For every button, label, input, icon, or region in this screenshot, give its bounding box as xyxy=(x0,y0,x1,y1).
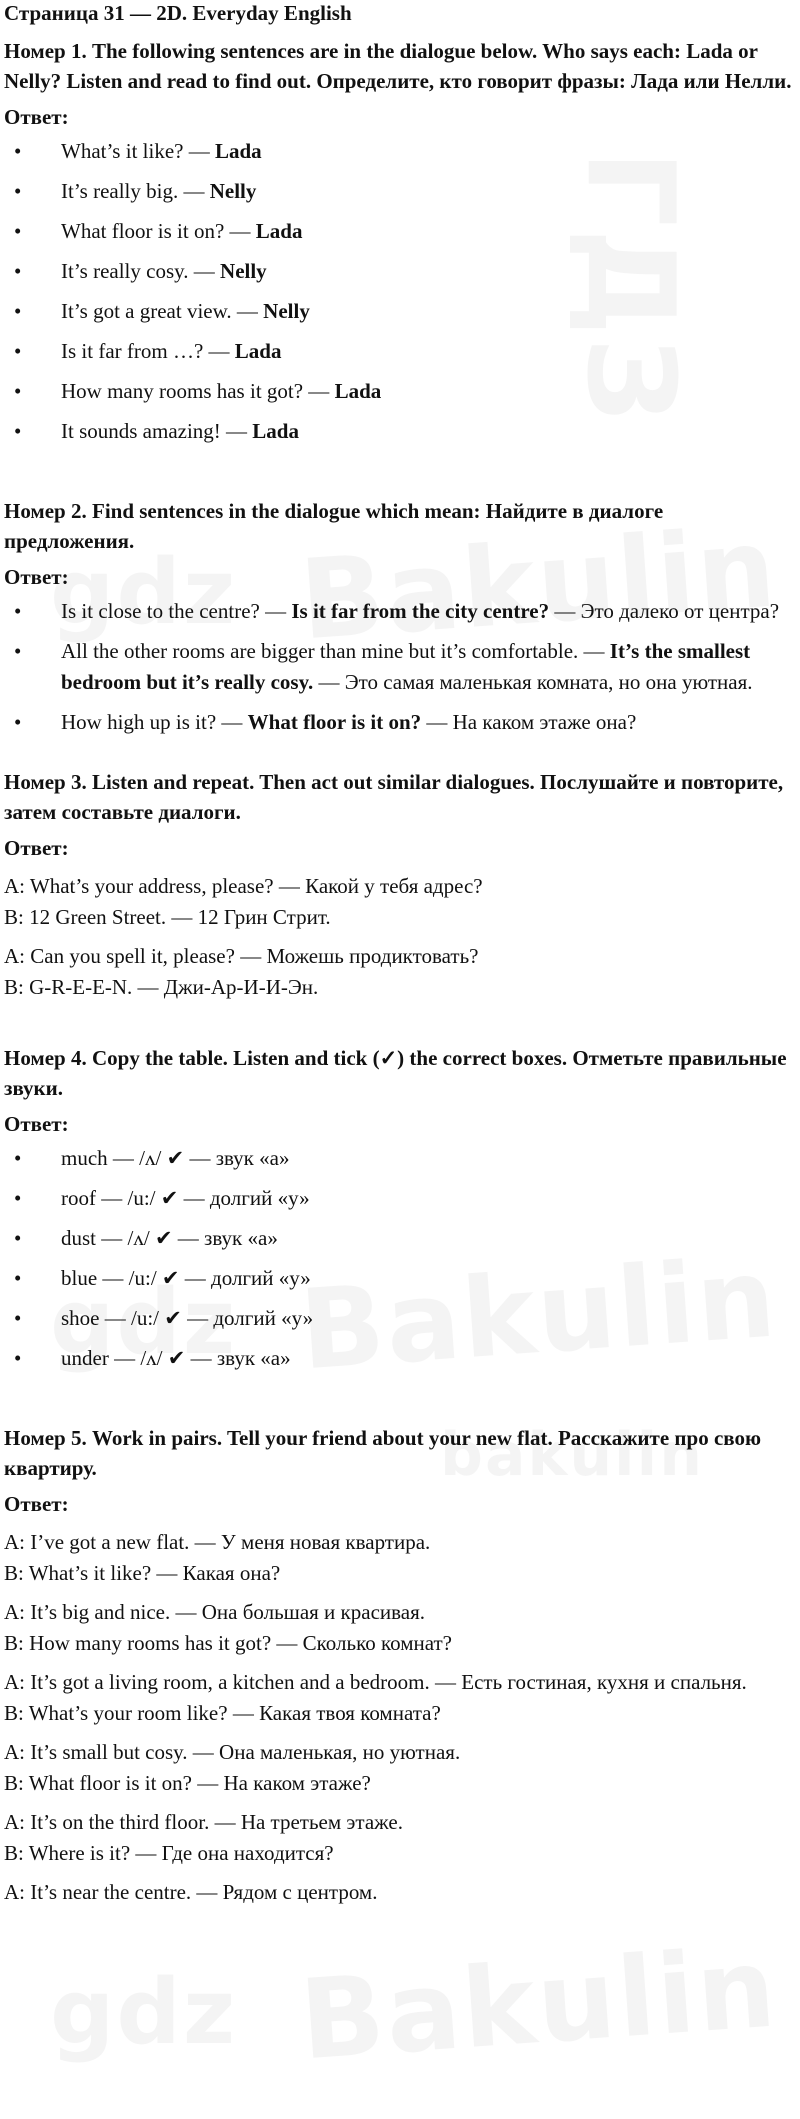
item-sound: — долгий «у» xyxy=(179,1266,311,1290)
exercise-2-list xyxy=(4,596,796,738)
bullet: • xyxy=(14,1346,22,1370)
dialogue-line: B: G-R-E-E-N. — Джи-Ар-И-И-Эн. xyxy=(4,975,319,999)
list-item xyxy=(4,1223,796,1254)
item-sound: — звук «а» xyxy=(172,1226,278,1250)
list-item xyxy=(4,1303,796,1334)
list-item xyxy=(4,596,796,627)
list-item xyxy=(4,296,796,327)
dialogue-block xyxy=(4,1737,796,1799)
item-word: much — /ʌ/ xyxy=(61,1146,167,1170)
item-word: roof — /u:/ xyxy=(61,1186,161,1210)
bullet: • xyxy=(14,339,22,363)
item-answer: Is it far from the city centre? xyxy=(291,599,550,623)
exercise-5 xyxy=(4,1423,796,1908)
exercise-2-title: Номер 2. Find sentences in the dialogue which mean: Найдите в диалоге предложения. xyxy=(4,499,664,553)
list-item xyxy=(4,707,796,738)
dialogue-line: B: 12 Green Street. — 12 Грин Стрит. xyxy=(4,905,331,929)
item-text: It sounds amazing! — xyxy=(61,419,253,443)
item-speaker: Lada xyxy=(255,219,303,243)
list-item xyxy=(4,1343,796,1374)
exercise-3 xyxy=(4,767,796,1003)
exercise-4 xyxy=(4,1043,796,1374)
item-text: Is it close to the centre? — xyxy=(61,599,292,623)
check-icon: ✔ xyxy=(166,1146,185,1170)
item-answer: It’s the smallest bedroom but it’s really cosy. xyxy=(61,639,751,694)
item-text: What floor is it on? — xyxy=(61,219,256,243)
check-icon: ✔ xyxy=(160,1186,179,1210)
item-word: shoe — /u:/ xyxy=(61,1306,165,1330)
item-text: All the other rooms are bigger than mine but it’s comfortable. — xyxy=(61,639,610,663)
list-item xyxy=(4,1263,796,1294)
dialogue-block xyxy=(4,1527,796,1589)
dialogue-block xyxy=(4,1807,796,1869)
bullet: • xyxy=(14,1226,22,1250)
bullet: • xyxy=(14,299,22,323)
check-icon: ✔ xyxy=(154,1226,173,1250)
item-text: Is it far from …? — xyxy=(61,339,235,363)
item-sound: — долгий «у» xyxy=(178,1186,310,1210)
bullet: • xyxy=(14,179,22,203)
list-item xyxy=(4,216,796,247)
dialogue-line: B: What floor is it on? — На каком этаже? xyxy=(4,1771,371,1795)
list-item xyxy=(4,256,796,287)
bullet: • xyxy=(14,259,22,283)
bullet: • xyxy=(14,1146,22,1170)
item-text: It’s really cosy. — xyxy=(61,259,221,283)
dialogue-line: A: It’s big and nice. — Она большая и красивая. xyxy=(4,1600,425,1624)
bullet: • xyxy=(14,219,22,243)
item-word: blue — /u:/ xyxy=(61,1266,162,1290)
exercise-1-list xyxy=(4,136,796,447)
dialogue-line: B: What’s it like? — Какая она? xyxy=(4,1561,281,1585)
dialogue-line: A: It’s small but cosy. — Она маленькая, но уютная. xyxy=(4,1740,461,1764)
list-item xyxy=(4,416,796,447)
item-translation: — На каком этаже она? xyxy=(421,710,637,734)
item-translation: — Это далеко от центра? xyxy=(549,599,780,623)
list-item xyxy=(4,136,796,167)
bullet: • xyxy=(14,599,22,623)
item-speaker: Lada xyxy=(334,379,382,403)
item-speaker: Nelly xyxy=(220,259,267,283)
dialogue-line: A: It’s got a living room, a kitchen and a bedroom. — Есть гостиная, кухня и спальня. xyxy=(4,1670,747,1694)
dialogue-block xyxy=(4,941,796,1003)
exercise-1-answer-label: Ответ: xyxy=(4,105,69,129)
item-speaker: Nelly xyxy=(263,299,310,323)
list-item xyxy=(4,336,796,367)
item-text: What’s it like? — xyxy=(61,139,215,163)
bullet: • xyxy=(14,379,22,403)
dialogue-block xyxy=(4,1667,796,1729)
dialogue-line: B: Where is it? — Где она находится? xyxy=(4,1841,334,1865)
item-sound: — долгий «у» xyxy=(181,1306,314,1330)
watermark-bakulin-3 xyxy=(296,1924,781,2085)
item-text: It’s really big. — xyxy=(61,179,210,203)
exercise-2-answer-label: Ответ: xyxy=(4,565,69,589)
dialogue-line: A: I’ve got a new flat. — У меня новая квартира. xyxy=(4,1530,431,1554)
exercise-1 xyxy=(4,36,796,447)
item-speaker: Nelly xyxy=(209,179,257,203)
item-word: dust — /ʌ/ xyxy=(61,1226,155,1250)
dialogue-block xyxy=(4,1597,796,1659)
item-speaker: Lada xyxy=(234,339,282,363)
exercise-1-title: Номер 1. The following sentences are in the dialogue below. Who says each: Lada or Nelly? Listen and read to find out. Определите, кто говорит фразы: Лада или Нелли. xyxy=(4,39,792,93)
list-item xyxy=(4,376,796,407)
check-icon: ✔ xyxy=(164,1306,182,1330)
bullet: • xyxy=(14,1186,22,1210)
item-translation: — Это самая маленькая комната, но она уютная. xyxy=(313,670,753,694)
dialogue-line: B: How many rooms has it got? — Сколько комнат? xyxy=(4,1631,452,1655)
dialogue-block xyxy=(4,871,796,933)
exercise-4-title: Номер 4. Copy the table. Listen and tick (✓) the correct boxes. Отметьте правильные звуки. xyxy=(4,1046,787,1100)
exercise-5-title: Номер 5. Work in pairs. Tell your friend about your new flat. Расскажите про свою квартиру. xyxy=(4,1426,762,1480)
page-title: Страница 31 — 2D. Everyday English xyxy=(4,1,352,25)
item-text: How high up is it? — xyxy=(61,710,248,734)
dialogue-line: A: What’s your address, please? — Какой у тебя адрес? xyxy=(4,874,483,898)
list-item xyxy=(4,176,796,207)
exercise-2 xyxy=(4,496,796,738)
dialogue-line: A: Can you spell it, please? — Можешь продиктовать? xyxy=(4,944,479,968)
exercise-3-title: Номер 3. Listen and repeat. Then act out similar dialogues. Послушайте и повторите, затем составьте диалоги. xyxy=(4,770,784,824)
dialogue-line: A: It’s near the centre. — Рядом с центром. xyxy=(4,1880,378,1904)
bullet: • xyxy=(14,1306,22,1330)
watermark-gdz-3 xyxy=(50,1960,237,2065)
dialogue-line: A: It’s on the third floor. — На третьем этаже. xyxy=(4,1810,403,1834)
item-sound: — звук «а» xyxy=(185,1346,291,1370)
bullet: • xyxy=(14,639,22,663)
exercise-4-list xyxy=(4,1143,796,1374)
bullet: • xyxy=(14,139,22,163)
exercise-5-answer-label: Ответ: xyxy=(4,1492,69,1516)
item-word: under — /ʌ/ xyxy=(61,1346,168,1370)
bullet: • xyxy=(14,419,22,443)
item-answer: What floor is it on? xyxy=(247,710,422,734)
bullet: • xyxy=(14,710,22,734)
item-text: How many rooms has it got? — xyxy=(61,379,335,403)
list-item xyxy=(4,636,796,698)
bullet: • xyxy=(14,1266,22,1290)
dialogue-line: B: What’s your room like? — Какая твоя комната? xyxy=(4,1701,441,1725)
item-speaker: Lada xyxy=(252,419,299,443)
dialogue-block xyxy=(4,1877,796,1908)
list-item xyxy=(4,1183,796,1214)
item-speaker: Lada xyxy=(214,139,262,163)
item-sound: — звук «а» xyxy=(184,1146,290,1170)
exercise-3-answer-label: Ответ: xyxy=(4,836,69,860)
check-icon: ✔ xyxy=(167,1346,186,1370)
check-icon: ✔ xyxy=(161,1266,180,1290)
list-item xyxy=(4,1143,796,1174)
item-text: It’s got a great view. — xyxy=(61,299,264,323)
exercise-4-answer-label: Ответ: xyxy=(4,1112,69,1136)
